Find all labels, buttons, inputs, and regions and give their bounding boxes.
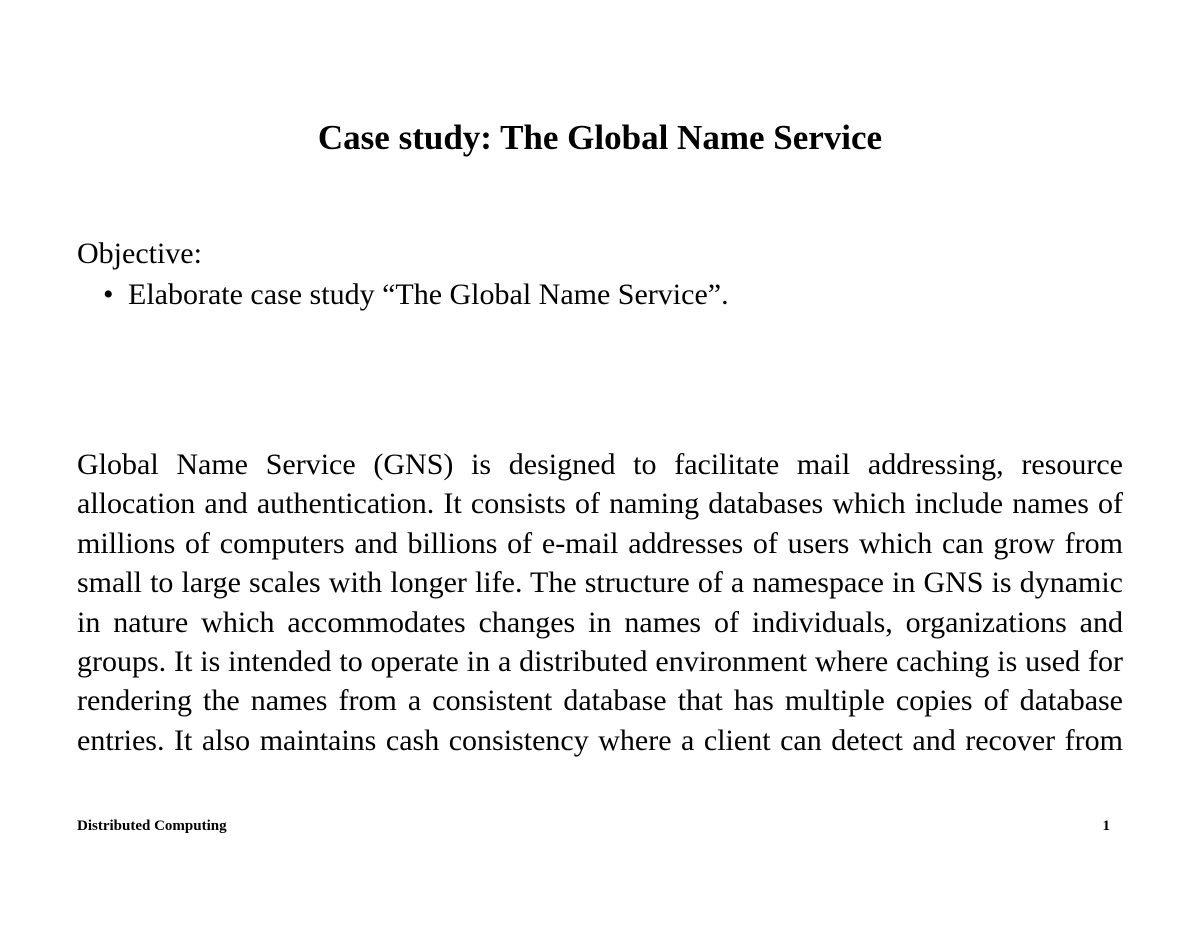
objective-text: Elaborate case study “The Global Name Service”. bbox=[128, 278, 729, 311]
footer-page-number: 1 bbox=[1102, 818, 1110, 834]
footer-course-title: Distributed Computing bbox=[77, 818, 227, 834]
bullet-icon: • bbox=[103, 278, 114, 311]
objective-label: Objective: bbox=[77, 237, 202, 270]
objective-item bbox=[103, 277, 729, 313]
slide-title: Case study: The Global Name Service bbox=[317, 118, 883, 157]
body-paragraph: Global Name Service (GNS) is designed to facilitate mail addressing, resource allocation and authentication. It consists of naming databases which include names of millions of computers and billions of e-mail addresses of users which can grow from small to large scales with longer life. The structure of a namespace in GNS is dynamic in nature which accommodates changes in names of individuals, organizations and groups. It is intended to operate in a distributed environment where caching is used for rendering the names from a consistent database that has multiple copies of database entries. It also maintains cash consistency where a client can detect and recover from bbox=[77, 448, 1123, 757]
objective-list bbox=[103, 277, 729, 313]
